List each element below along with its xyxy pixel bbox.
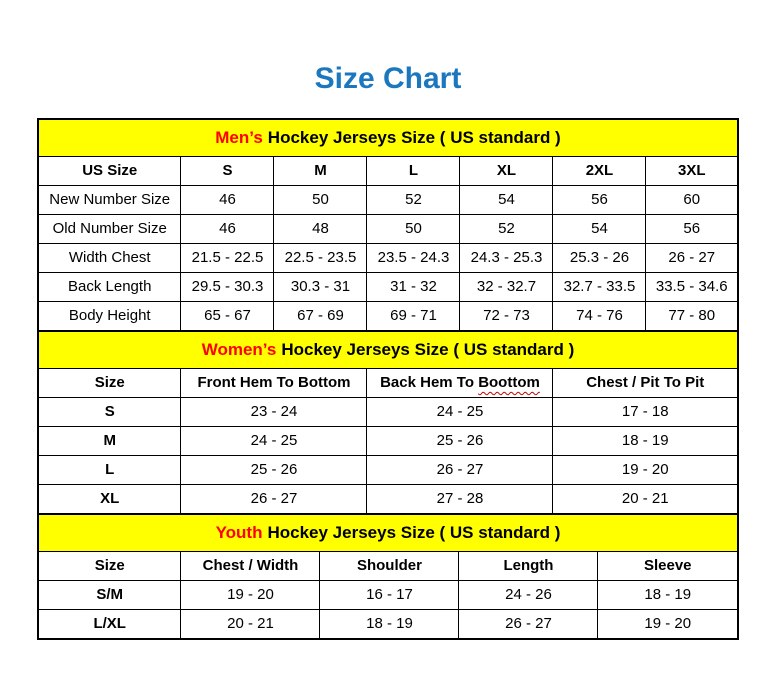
table-row — [38, 456, 738, 485]
col-header: Chest / Width — [181, 552, 320, 581]
value-cell: 56 — [646, 215, 738, 244]
section-band-youth — [38, 514, 738, 552]
value-cell: 24 - 26 — [459, 581, 598, 610]
section-title-womens — [38, 331, 738, 369]
row-label: M — [38, 427, 181, 456]
section-title-youth — [38, 514, 738, 552]
back-hem-misspelled-word: Boottom — [478, 373, 540, 391]
value-cell: 25.3 - 26 — [553, 244, 646, 273]
value-cell: 32 - 32.7 — [460, 273, 553, 302]
youth-size-table — [37, 513, 739, 640]
value-cell: 54 — [553, 215, 646, 244]
table-row — [38, 273, 738, 302]
value-cell: 23 - 24 — [181, 398, 367, 427]
col-header: Size — [38, 552, 181, 581]
section-title-mens — [38, 119, 738, 157]
value-cell: 29.5 - 30.3 — [181, 273, 274, 302]
col-header: US Size — [38, 157, 181, 186]
col-header: 3XL — [646, 157, 738, 186]
value-cell: 31 - 32 — [367, 273, 460, 302]
value-cell: 72 - 73 — [460, 302, 553, 332]
value-cell: 19 - 20 — [181, 581, 320, 610]
value-cell: 26 - 27 — [646, 244, 738, 273]
value-cell: 50 — [274, 186, 367, 215]
value-cell: 48 — [274, 215, 367, 244]
womens-header-row — [38, 369, 738, 398]
row-label: S — [38, 398, 181, 427]
value-cell: 24.3 - 25.3 — [460, 244, 553, 273]
col-header: Chest / Pit To Pit — [553, 369, 738, 398]
col-header: Shoulder — [320, 552, 459, 581]
table-row — [38, 302, 738, 332]
col-header: M — [274, 157, 367, 186]
value-cell: 46 — [181, 186, 274, 215]
youth-header-row — [38, 552, 738, 581]
row-label: Width Chest — [38, 244, 181, 273]
value-cell: 20 - 21 — [181, 610, 320, 640]
value-cell: 50 — [367, 215, 460, 244]
value-cell: 23.5 - 24.3 — [367, 244, 460, 273]
table-row — [38, 244, 738, 273]
value-cell: 24 - 25 — [181, 427, 367, 456]
value-cell: 33.5 - 34.6 — [646, 273, 738, 302]
value-cell: 18 - 19 — [553, 427, 738, 456]
table-row — [38, 581, 738, 610]
row-label: Old Number Size — [38, 215, 181, 244]
value-cell: 56 — [553, 186, 646, 215]
value-cell: 32.7 - 33.5 — [553, 273, 646, 302]
section-title-womens-accent: Women’s — [201, 339, 277, 359]
value-cell: 67 - 69 — [274, 302, 367, 332]
col-header-back-hem — [367, 369, 553, 398]
value-cell: 60 — [646, 186, 738, 215]
value-cell: 21.5 - 22.5 — [181, 244, 274, 273]
value-cell: 77 - 80 — [646, 302, 738, 332]
table-row — [38, 215, 738, 244]
row-label: S/M — [38, 581, 181, 610]
section-title-youth-accent: Youth — [215, 522, 263, 542]
value-cell: 22.5 - 23.5 — [274, 244, 367, 273]
value-cell: 19 - 20 — [598, 610, 738, 640]
value-cell: 19 - 20 — [553, 456, 738, 485]
value-cell: 46 — [181, 215, 274, 244]
womens-size-table — [37, 330, 739, 515]
value-cell: 74 - 76 — [553, 302, 646, 332]
col-header: Size — [38, 369, 181, 398]
back-hem-prefix: Back Hem To — [380, 373, 475, 391]
table-row — [38, 186, 738, 215]
value-cell: 26 - 27 — [459, 610, 598, 640]
value-cell: 65 - 67 — [181, 302, 274, 332]
value-cell: 17 - 18 — [553, 398, 738, 427]
mens-size-table — [37, 118, 739, 332]
col-header: Front Hem To Bottom — [181, 369, 367, 398]
value-cell: 69 - 71 — [367, 302, 460, 332]
col-header: Sleeve — [598, 552, 738, 581]
row-label: Back Length — [38, 273, 181, 302]
page-title: Size Chart — [314, 62, 462, 95]
value-cell: 25 - 26 — [367, 427, 553, 456]
table-row — [38, 610, 738, 640]
value-cell: 18 - 19 — [320, 610, 459, 640]
value-cell: 18 - 19 — [598, 581, 738, 610]
value-cell: 20 - 21 — [553, 485, 738, 515]
mens-header-row — [38, 157, 738, 186]
value-cell: 16 - 17 — [320, 581, 459, 610]
col-header: S — [181, 157, 274, 186]
row-label: L — [38, 456, 181, 485]
value-cell: 30.3 - 31 — [274, 273, 367, 302]
section-band-mens — [38, 119, 738, 157]
row-label: New Number Size — [38, 186, 181, 215]
section-title-youth-rest: Hockey Jerseys Size ( US standard ) — [267, 522, 561, 542]
value-cell: 54 — [460, 186, 553, 215]
row-label: L/XL — [38, 610, 181, 640]
section-title-mens-accent: Men’s — [215, 127, 263, 147]
col-header: 2XL — [553, 157, 646, 186]
value-cell: 52 — [460, 215, 553, 244]
section-title-mens-rest: Hockey Jerseys Size ( US standard ) — [267, 127, 561, 147]
col-header: XL — [460, 157, 553, 186]
row-label: Body Height — [38, 302, 181, 332]
value-cell: 52 — [367, 186, 460, 215]
table-row — [38, 398, 738, 427]
value-cell: 27 - 28 — [367, 485, 553, 515]
section-title-womens-rest: Hockey Jerseys Size ( US standard ) — [281, 339, 575, 359]
table-row — [38, 427, 738, 456]
col-header: Length — [459, 552, 598, 581]
value-cell: 25 - 26 — [181, 456, 367, 485]
value-cell: 26 - 27 — [367, 456, 553, 485]
table-row — [38, 485, 738, 515]
col-header: L — [367, 157, 460, 186]
row-label: XL — [38, 485, 181, 515]
value-cell: 26 - 27 — [181, 485, 367, 515]
section-band-womens — [38, 331, 738, 369]
value-cell: 24 - 25 — [367, 398, 553, 427]
